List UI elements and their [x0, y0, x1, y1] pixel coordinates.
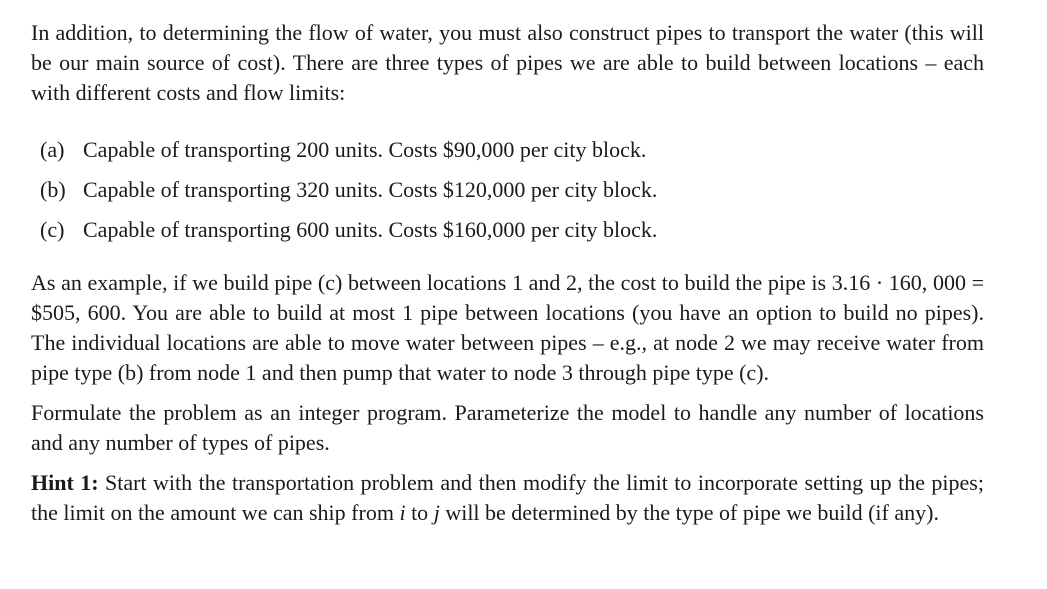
example-text: As an example, if we build pipe (c) between locations 1 and 2, the cost to build the pipe is 3.16 · 160, 000 = $505, 600. You are able to build at most 1 pipe between locations (you have an option to build no pipes). The individual locations are able to move water between pipes – e.g., at node 2 we may receive water from pipe type (b) from node 1 and then pump that water to node 3 through pipe type (c).	[31, 270, 984, 385]
document-page	[31, 18, 984, 528]
list-item-text: Capable of transporting 320 units. Costs $120,000 per city block.	[83, 177, 658, 202]
hint-text: will be determined by the type of pipe we build (if any).	[439, 500, 939, 525]
list-marker: (c)	[40, 217, 65, 242]
variable-j: j	[433, 500, 440, 525]
list-marker: (b)	[40, 177, 66, 202]
list-item-text: Capable of transporting 600 units. Costs $160,000 per city block.	[83, 217, 658, 242]
intro-paragraph: In addition, to determining the flow of water, you must also construct pipes to transport the water (this will be our main source of cost). There are three types of pipes we are able to build between locations – each with different costs and flow limits:	[31, 20, 984, 105]
hint-text: Start with the transportation problem and then modify the limit to incorporate setting up the pipes; the limit on the amount we can ship from	[31, 470, 984, 525]
hint-paragraph	[31, 468, 984, 528]
pipe-types-list	[31, 130, 984, 250]
hint-label: Hint 1:	[31, 470, 99, 495]
list-item-pipe-a	[31, 130, 984, 170]
formulate-paragraph: Formulate the problem as an integer program. Parameterize the model to handle any number of locations and any number of types of pipes.	[31, 400, 984, 455]
example-paragraph	[31, 268, 984, 388]
list-item-text: Capable of transporting 200 units. Costs $90,000 per city block.	[83, 137, 647, 162]
list-marker: (a)	[40, 137, 65, 162]
list-item-pipe-b	[31, 170, 984, 210]
hint-text: to	[405, 500, 434, 525]
list-item-pipe-c	[31, 210, 984, 250]
variable-i: i	[399, 500, 406, 525]
